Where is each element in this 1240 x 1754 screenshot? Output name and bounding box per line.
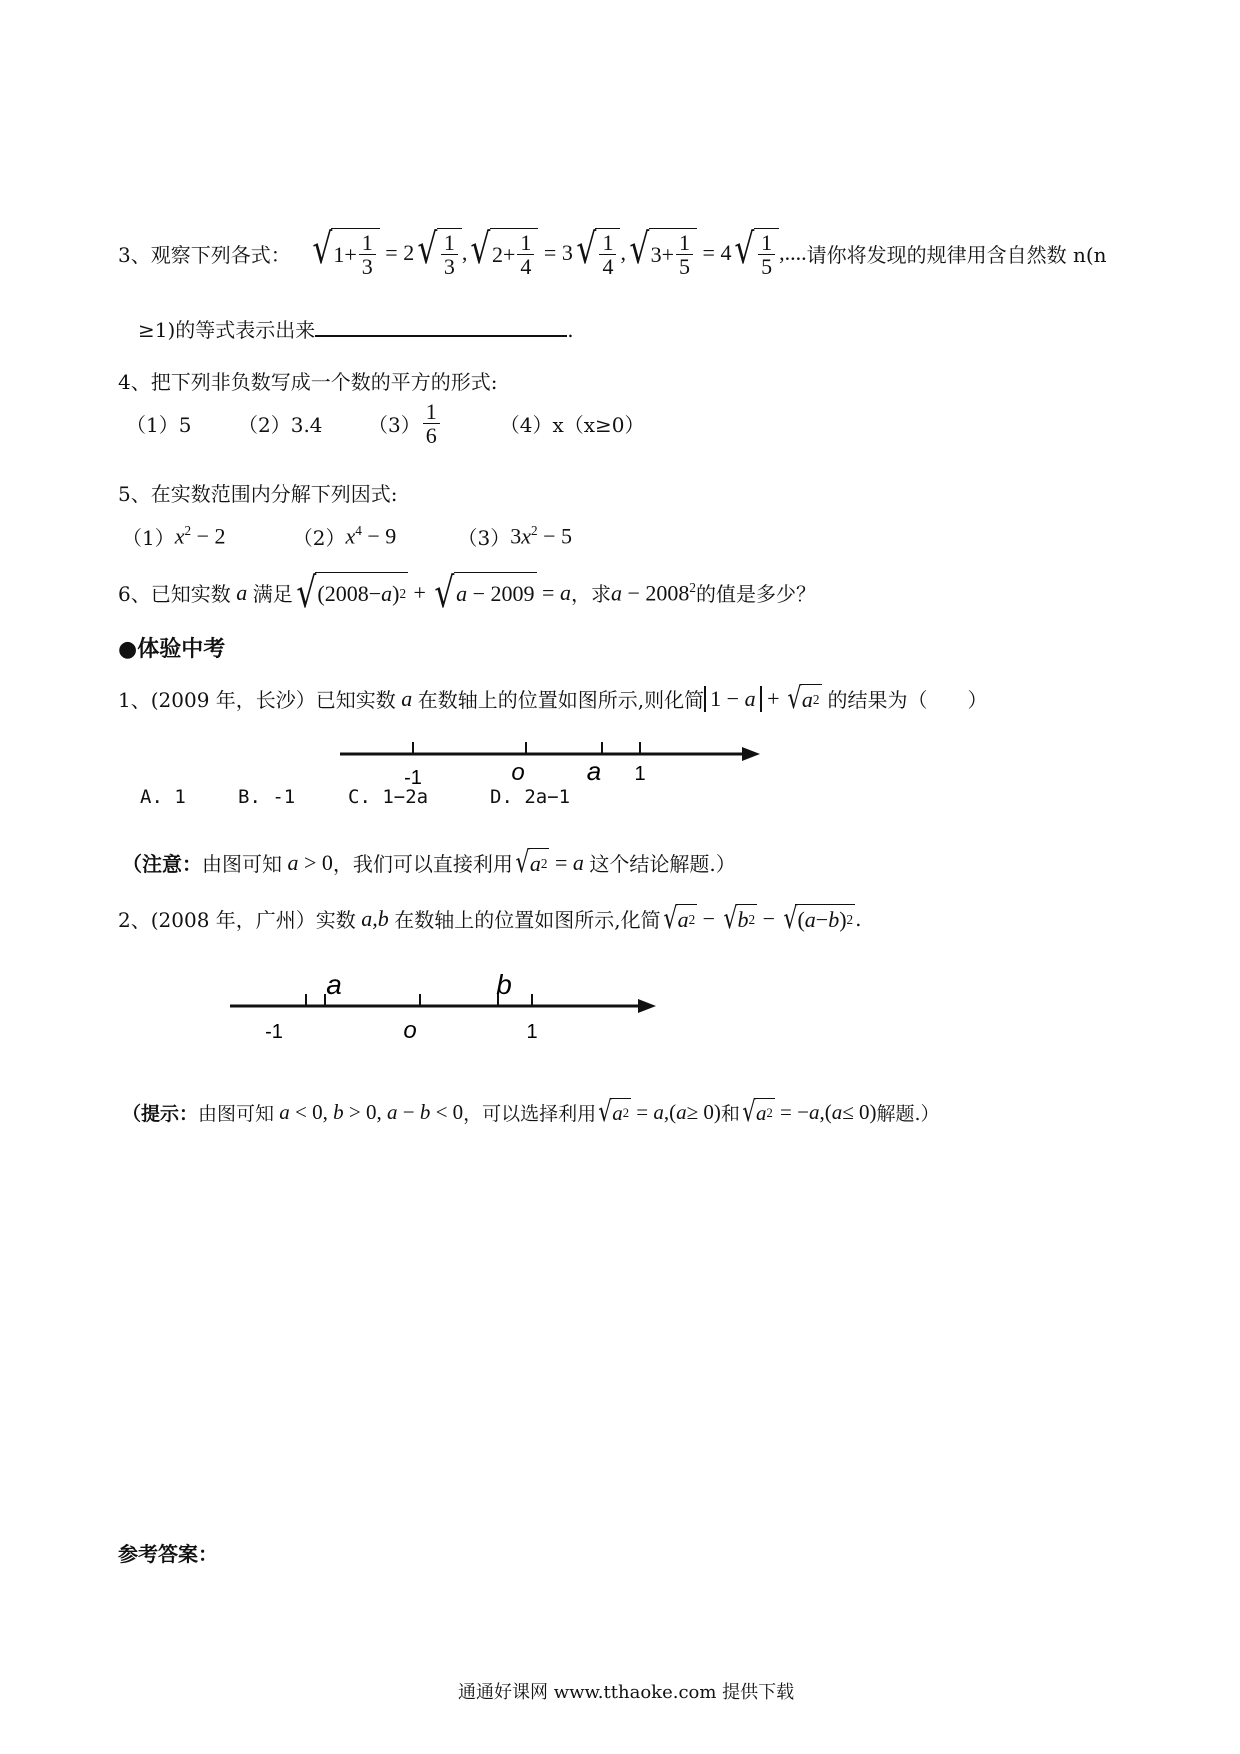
q3-line2: ≥1)的等式表示出来 .	[138, 318, 574, 342]
arrow-icon	[638, 999, 656, 1013]
exam2-question: 2、(2008 年，广州）实数 a,b 在数轴上的位置如图所示,化简 √ a 2 − √ b 2 − √ ( a − b ) 2 .	[118, 901, 862, 936]
section-title: ●体验中考	[118, 636, 226, 662]
q4-item4: （4）x（x≥0）	[499, 413, 645, 438]
axis-label-origin: o	[511, 759, 525, 786]
option-a[interactable]: A. 1	[140, 786, 186, 808]
bullet-icon: ●	[118, 636, 138, 662]
axis-label-1: 1	[634, 763, 646, 785]
axis-label-1: 1	[526, 1021, 538, 1042]
axis-label-origin: o	[403, 1017, 417, 1042]
q5-items: （1） $x^2 - 2$ （2） $x^4 - 9$ （3） $3x^2 - 5$	[122, 523, 572, 550]
axis-label-b: b	[496, 969, 512, 1000]
q3-prompt: 请你将发现的规律用含自然数 n(n	[806, 242, 1107, 267]
q4-item3-label: （3）	[368, 413, 421, 438]
footer: 通通好课网 www.tthaoke.com 提供下载	[458, 1682, 795, 1703]
q5-title: 5、在实数范围内分解下列因式:	[118, 482, 398, 506]
sqrt-3: √ 3 + $\frac{1}{5}$	[626, 228, 697, 278]
q4-item1: （1）5	[126, 413, 192, 438]
q5-expr3: $3x^2 - 5$	[510, 523, 572, 549]
hint: （提示： 由图可知 a < 0, b > 0, a − b < 0 ，可以选择利用 √ a 2 = a ,( a ≥ 0) 和 √ a 2 = − a ,( a ≤ 0) 解题.）	[122, 1095, 940, 1128]
axis-label-a: a	[586, 756, 602, 786]
option-c[interactable]: C. 1−2a	[348, 786, 429, 808]
number-line-2	[224, 966, 664, 1042]
option-d[interactable]: D. 2a−1	[490, 786, 571, 808]
q3-line1	[118, 224, 1107, 280]
axis-label-a: a	[326, 969, 342, 1000]
q6: 6、已知实数 a 满足 √ ( 2008 − a ) 2 + √ a − 2009 = a ，求 $a - 2008^2$ 的值是多少？	[118, 568, 816, 617]
number-line-1	[330, 730, 770, 790]
q4-item3-fraction: $\frac{1}{6}$	[423, 400, 440, 447]
q4-item2: （2）3.4	[238, 413, 323, 438]
exam1-question: 1、(2009 年，长沙）已知实数 a 在数轴上的位置如图所示,则化简 1 − a + √ a 2 的结果为（ ）	[118, 681, 988, 716]
answers-title: 参考答案：	[118, 1542, 218, 1566]
answer-blank[interactable]	[315, 317, 567, 337]
note1: （注意： 由图可知 a > 0 ，我们可以直接利用 √ a 2 = a 这个结论解题.）	[122, 845, 736, 880]
q4-items	[126, 400, 645, 447]
q3-number: 3、	[118, 242, 151, 267]
q5-expr1: $x^2 - 2$	[174, 523, 226, 549]
sqrt-1: √ 1 + $\frac{1}{3}$	[309, 228, 380, 278]
option-b[interactable]: B. -1	[238, 786, 296, 808]
arrow-icon	[742, 747, 760, 761]
exam1-options	[140, 786, 570, 808]
q3-equations: √ 1 + $\frac{1}{3}$ = 2 √ $\frac{1}{3}$ , √ 2 + $\frac{1}{4}$ = 3 √ $\frac{1}{4}$ , √ 3 + $\frac{1}{5}$ = 4 √ $\frac{1}{5}$ ,....	[309, 228, 807, 278]
sqrt-2: √ 2 + $\frac{1}{4}$	[467, 228, 538, 278]
axis-label-neg1: -1	[404, 767, 422, 789]
axis-label-neg1: -1	[265, 1021, 283, 1042]
q5-expr2: $x^4 - 9$	[345, 523, 397, 549]
q3-intro: 观察下列各式：	[150, 242, 291, 267]
q4-title: 4、把下列非负数写成一个数的平方的形式:	[118, 370, 498, 394]
